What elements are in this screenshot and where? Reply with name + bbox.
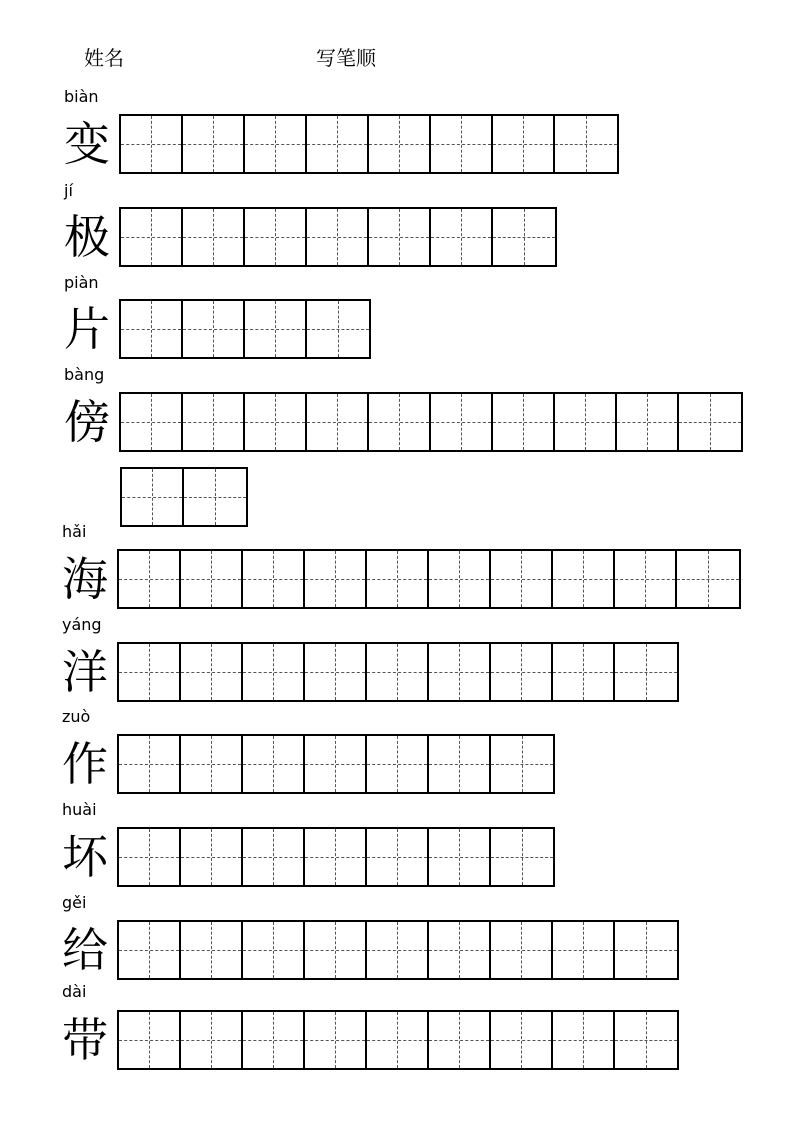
writing-grid[interactable] (117, 642, 679, 702)
practice-cell[interactable] (429, 551, 491, 607)
practice-cell[interactable] (243, 644, 305, 700)
practice-cell[interactable] (305, 644, 367, 700)
practice-cell[interactable] (305, 922, 367, 978)
practice-cell[interactable] (491, 736, 553, 792)
practice-cell[interactable] (119, 922, 181, 978)
practice-cell[interactable] (369, 209, 431, 265)
character-glyph: 变 (64, 117, 110, 171)
character-glyph: 片 (64, 302, 110, 356)
practice-cell[interactable] (429, 829, 491, 885)
practice-cell[interactable] (181, 644, 243, 700)
practice-cell[interactable] (367, 736, 429, 792)
writing-grid[interactable] (119, 207, 557, 267)
practice-cell[interactable] (431, 209, 493, 265)
character-glyph: 洋 (62, 645, 108, 699)
practice-cell[interactable] (615, 1012, 677, 1068)
practice-cell[interactable] (493, 394, 555, 450)
practice-cell[interactable] (367, 551, 429, 607)
practice-cell[interactable] (245, 301, 307, 357)
character-glyph: 带 (62, 1013, 108, 1067)
writing-grid[interactable] (120, 467, 248, 527)
practice-cell[interactable] (553, 551, 615, 607)
practice-cell[interactable] (183, 394, 245, 450)
practice-cell[interactable] (367, 1012, 429, 1068)
practice-cell[interactable] (183, 116, 245, 172)
pinyin-label: huài (62, 800, 97, 819)
practice-cell[interactable] (184, 469, 246, 525)
practice-cell[interactable] (121, 209, 183, 265)
writing-grid[interactable] (119, 392, 743, 452)
practice-cell[interactable] (429, 1012, 491, 1068)
practice-cell[interactable] (181, 829, 243, 885)
practice-cell[interactable] (119, 1012, 181, 1068)
pinyin-label: gěi (62, 893, 87, 912)
practice-cell[interactable] (245, 209, 307, 265)
practice-cell[interactable] (181, 1012, 243, 1068)
practice-cell[interactable] (119, 736, 181, 792)
practice-cell[interactable] (243, 551, 305, 607)
pinyin-label: bàng (64, 365, 105, 384)
writing-grid[interactable] (119, 114, 619, 174)
practice-cell[interactable] (491, 644, 553, 700)
practice-cell[interactable] (431, 394, 493, 450)
practice-cell[interactable] (307, 116, 369, 172)
practice-cell[interactable] (367, 922, 429, 978)
practice-cell[interactable] (553, 922, 615, 978)
practice-cell[interactable] (305, 1012, 367, 1068)
practice-cell[interactable] (307, 394, 369, 450)
practice-cell[interactable] (183, 301, 245, 357)
practice-cell[interactable] (677, 551, 739, 607)
character-glyph: 极 (64, 210, 110, 264)
pinyin-label: biàn (64, 87, 99, 106)
practice-cell[interactable] (429, 736, 491, 792)
practice-cell[interactable] (119, 644, 181, 700)
character-glyph: 给 (62, 923, 108, 977)
practice-cell[interactable] (181, 922, 243, 978)
practice-cell[interactable] (121, 301, 183, 357)
practice-cell[interactable] (491, 829, 553, 885)
practice-cell[interactable] (367, 829, 429, 885)
practice-cell[interactable] (555, 394, 617, 450)
name-label: 姓名 (84, 46, 124, 70)
writing-grid[interactable] (117, 1010, 679, 1070)
practice-cell[interactable] (367, 644, 429, 700)
character-glyph: 作 (62, 737, 108, 791)
practice-cell[interactable] (121, 116, 183, 172)
practice-cell[interactable] (121, 394, 183, 450)
practice-cell[interactable] (119, 551, 181, 607)
practice-cell[interactable] (553, 1012, 615, 1068)
practice-cell[interactable] (615, 551, 677, 607)
practice-cell[interactable] (305, 736, 367, 792)
practice-cell[interactable] (491, 922, 553, 978)
pinyin-label: yáng (62, 615, 102, 634)
practice-cell[interactable] (305, 551, 367, 607)
practice-cell[interactable] (243, 922, 305, 978)
practice-cell[interactable] (615, 644, 677, 700)
practice-cell[interactable] (679, 394, 741, 450)
practice-cell[interactable] (429, 922, 491, 978)
practice-cell[interactable] (493, 116, 555, 172)
practice-cell[interactable] (243, 1012, 305, 1068)
writing-grid[interactable] (117, 920, 679, 980)
pinyin-label: jí (64, 181, 73, 200)
practice-cell[interactable] (493, 209, 555, 265)
practice-cell[interactable] (617, 394, 679, 450)
practice-cell[interactable] (369, 116, 431, 172)
practice-cell[interactable] (119, 829, 181, 885)
practice-cell[interactable] (307, 209, 369, 265)
practice-cell[interactable] (431, 116, 493, 172)
practice-cell[interactable] (181, 551, 243, 607)
character-glyph: 海 (62, 552, 108, 606)
practice-cell[interactable] (615, 922, 677, 978)
character-glyph: 坏 (62, 830, 108, 884)
writing-grid[interactable] (117, 827, 555, 887)
practice-cell[interactable] (245, 394, 307, 450)
character-glyph: 傍 (64, 395, 110, 449)
pinyin-label: zuò (62, 707, 91, 726)
practice-cell[interactable] (307, 301, 369, 357)
worksheet-title: 写笔顺 (316, 46, 376, 70)
practice-cell[interactable] (369, 394, 431, 450)
practice-cell[interactable] (243, 829, 305, 885)
writing-grid[interactable] (119, 299, 371, 359)
practice-cell[interactable] (429, 644, 491, 700)
practice-cell[interactable] (305, 829, 367, 885)
pinyin-label: hǎi (62, 522, 87, 541)
practice-cell[interactable] (491, 551, 553, 607)
practice-cell[interactable] (245, 116, 307, 172)
practice-cell[interactable] (491, 1012, 553, 1068)
practice-cell[interactable] (555, 116, 617, 172)
practice-cell[interactable] (122, 469, 184, 525)
practice-cell[interactable] (243, 736, 305, 792)
practice-cell[interactable] (181, 736, 243, 792)
practice-cell[interactable] (183, 209, 245, 265)
practice-cell[interactable] (553, 644, 615, 700)
writing-grid[interactable] (117, 734, 555, 794)
pinyin-label: piàn (64, 273, 99, 292)
writing-grid[interactable] (117, 549, 741, 609)
pinyin-label: dài (62, 982, 87, 1001)
